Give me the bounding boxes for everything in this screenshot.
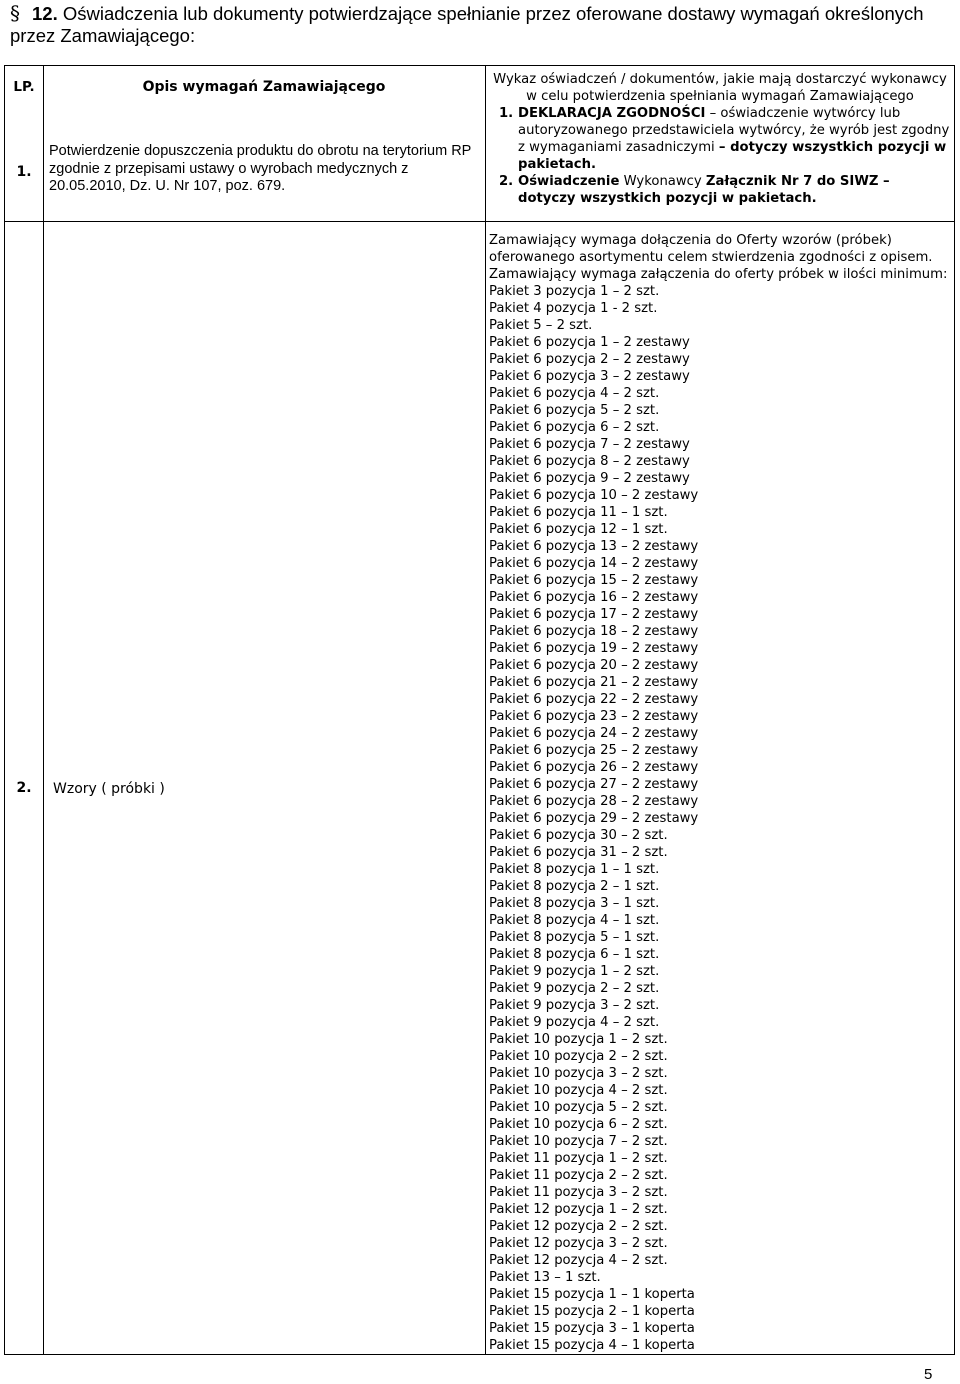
sample-line: Pakiet 6 pozycja 20 – 2 zestawy — [489, 658, 699, 673]
sample-line: Pakiet 4 pozycja 1 - 2 szt. — [489, 301, 658, 316]
sample-line: Pakiet 6 pozycja 28 – 2 zestawy — [489, 794, 699, 809]
sample-line: Pakiet 9 pozycja 2 – 2 szt. — [489, 981, 660, 996]
sample-line: Pakiet 11 pozycja 1 – 2 szt. — [489, 1151, 668, 1166]
sample-line: Pakiet 12 pozycja 2 – 2 szt. — [489, 1219, 668, 1234]
document-item — [489, 173, 951, 207]
row-divider — [5, 221, 954, 222]
sample-line: Pakiet 15 pozycja 2 – 1 koperta — [489, 1304, 695, 1319]
sample-line: Pakiet 12 pozycja 4 – 2 szt. — [489, 1253, 668, 1268]
document-item — [489, 105, 951, 173]
sample-line: Pakiet 9 pozycja 3 – 2 szt. — [489, 998, 660, 1013]
sample-line: Pakiet 6 pozycja 24 – 2 zestawy — [489, 726, 699, 741]
sample-line: Pakiet 6 pozycja 26 – 2 zestawy — [489, 760, 699, 775]
sample-line: Pakiet 10 pozycja 5 – 2 szt. — [489, 1100, 668, 1115]
sample-line: Pakiet 8 pozycja 2 – 1 szt. — [489, 879, 660, 894]
sample-line: Pakiet 6 pozycja 27 – 2 zestawy — [489, 777, 699, 792]
header-lp: LP. — [13, 79, 35, 95]
section-title: Oświadczenia lub dokumenty potwierdzające spełnianie przez oferowane dostawy wymagań określonych przez Zamawiającego: — [10, 3, 924, 46]
sample-line: Pakiet 6 pozycja 12 – 1 szt. — [489, 522, 668, 537]
item-title: Oświadczenie — [518, 174, 620, 189]
sample-line: Pakiet 10 pozycja 7 – 2 szt. — [489, 1134, 668, 1149]
sample-line: Pakiet 6 pozycja 15 – 2 zestawy — [489, 573, 699, 588]
sample-line: Pakiet 10 pozycja 3 – 2 szt. — [489, 1066, 668, 1081]
sample-line: Pakiet 12 pozycja 1 – 2 szt. — [489, 1202, 668, 1217]
sample-line: Pakiet 6 pozycja 18 – 2 zestawy — [489, 624, 699, 639]
row2-samples — [489, 232, 951, 1354]
section-number: 12. — [32, 3, 58, 24]
sample-line: Pakiet 9 pozycja 1 – 2 szt. — [489, 964, 660, 979]
sample-line: Pakiet 8 pozycja 4 – 1 szt. — [489, 913, 660, 928]
sample-line: Pakiet 6 pozycja 16 – 2 zestawy — [489, 590, 699, 605]
sample-line: Pakiet 6 pozycja 1 – 2 zestawy — [489, 335, 690, 350]
sample-line: Pakiet 15 pozycja 1 – 1 koperta — [489, 1287, 695, 1302]
sample-line: Pakiet 10 pozycja 1 – 2 szt. — [489, 1032, 668, 1047]
sample-line: Pakiet 6 pozycja 8 – 2 zestawy — [489, 454, 690, 469]
sample-line: Pakiet 6 pozycja 22 – 2 zestawy — [489, 692, 699, 707]
sample-line: Pakiet 6 pozycja 2 – 2 zestawy — [489, 352, 690, 367]
sample-line: Pakiet 6 pozycja 30 – 2 szt. — [489, 828, 668, 843]
sample-line: Pakiet 6 pozycja 14 – 2 zestawy — [489, 556, 699, 571]
sample-line: Pakiet 10 pozycja 4 – 2 szt. — [489, 1083, 668, 1098]
samples-intro: Zamawiający wymaga dołączenia do Oferty wzorów (próbek) oferowanego asortymentu celem stwierdzenia zgodności z opisem. — [489, 233, 933, 265]
samples-quantity-intro: Zamawiający wymaga załączenia do oferty próbek w ilości minimum: — [489, 267, 948, 282]
sample-line: Pakiet 6 pozycja 7 – 2 zestawy — [489, 437, 690, 452]
sample-line: Pakiet 6 pozycja 9 – 2 zestawy — [489, 471, 690, 486]
item-text: Wykonawcy — [619, 174, 706, 189]
sample-line: Pakiet 6 pozycja 3 – 2 zestawy — [489, 369, 690, 384]
row1-documents — [489, 71, 951, 207]
sample-line: Pakiet 6 pozycja 11 – 1 szt. — [489, 505, 668, 520]
sample-line: Pakiet 6 pozycja 29 – 2 zestawy — [489, 811, 699, 826]
header-wykaz: Wykaz oświadczeń / dokumentów, jakie mają dostarczyć wykonawcy w celu potwierdzenia spełniania wymagań Zamawiającego — [493, 72, 947, 104]
column-divider — [43, 66, 44, 1354]
item-number: 1. — [499, 106, 514, 121]
sample-line: Pakiet 11 pozycja 2 – 2 szt. — [489, 1168, 668, 1183]
sample-line: Pakiet 6 pozycja 31 – 2 szt. — [489, 845, 668, 860]
sample-line: Pakiet 9 pozycja 4 – 2 szt. — [489, 1015, 660, 1030]
section-symbol: § — [10, 1, 20, 25]
sample-line: Pakiet 6 pozycja 13 – 2 zestawy — [489, 539, 699, 554]
item-title: DEKLARACJA ZGODNOŚCI — [518, 106, 706, 121]
requirements-table — [4, 65, 955, 1355]
page-number: 5 — [924, 1366, 933, 1383]
row2-description: Wzory ( próbki ) — [53, 781, 165, 797]
item-scope: – dotyczy wszystkich pozycji w pakietach. — [518, 140, 947, 172]
item-text: – oświadczenie wytwórcy lub autoryzowanego przedstawiciela wytwórcy, że wyrób jest zgodny z wymaganiami zasadniczymi — [518, 106, 950, 155]
sample-line: Pakiet 10 pozycja 2 – 2 szt. — [489, 1049, 668, 1064]
row2-number: 2. — [16, 780, 32, 796]
sample-line: Pakiet 6 pozycja 17 – 2 zestawy — [489, 607, 699, 622]
sample-line: Pakiet 8 pozycja 3 – 1 szt. — [489, 896, 660, 911]
sample-line: Pakiet 3 pozycja 1 – 2 szt. — [489, 284, 660, 299]
sample-line: Pakiet 8 pozycja 6 – 1 szt. — [489, 947, 660, 962]
header-opis: Opis wymagań Zamawiającego — [142, 79, 386, 95]
sample-line: Pakiet 6 pozycja 4 – 2 szt. — [489, 386, 660, 401]
item-number: 2. — [499, 174, 514, 189]
sample-line: Pakiet 6 pozycja 23 – 2 zestawy — [489, 709, 699, 724]
sample-line: Pakiet 15 pozycja 3 – 1 koperta — [489, 1321, 695, 1336]
sample-line: Pakiet 12 pozycja 3 – 2 szt. — [489, 1236, 668, 1251]
sample-line: Pakiet 15 pozycja 4 – 1 koperta — [489, 1338, 695, 1353]
samples-list — [489, 283, 951, 1354]
column-divider — [485, 66, 486, 1354]
row1-description: Potwierdzenie dopuszczenia produktu do obrotu na terytorium RP zgodnie z przepisami ustawy o wyrobach medycznych z 20.05.2010, Dz. U. Nr 107, poz. 679. — [49, 143, 472, 194]
sample-line: Pakiet 8 pozycja 5 – 1 szt. — [489, 930, 660, 945]
sample-line: Pakiet 6 pozycja 6 – 2 szt. — [489, 420, 660, 435]
sample-line: Pakiet 6 pozycja 10 – 2 zestawy — [489, 488, 699, 503]
sample-line: Pakiet 6 pozycja 21 – 2 zestawy — [489, 675, 699, 690]
sample-line: Pakiet 8 pozycja 1 – 1 szt. — [489, 862, 660, 877]
section-heading — [10, 2, 950, 47]
sample-line: Pakiet 6 pozycja 5 – 2 szt. — [489, 403, 660, 418]
sample-line: Pakiet 10 pozycja 6 – 2 szt. — [489, 1117, 668, 1132]
sample-line: Pakiet 6 pozycja 19 – 2 zestawy — [489, 641, 699, 656]
sample-line: Pakiet 13 – 1 szt. — [489, 1270, 601, 1285]
row1-number: 1. — [16, 164, 32, 180]
sample-line: Pakiet 11 pozycja 3 – 2 szt. — [489, 1185, 668, 1200]
sample-line: Pakiet 5 – 2 szt. — [489, 318, 593, 333]
item-scope: Załącznik Nr 7 do SIWZ – dotyczy wszystkich pozycji w pakietach. — [518, 174, 890, 206]
sample-line: Pakiet 6 pozycja 25 – 2 zestawy — [489, 743, 699, 758]
